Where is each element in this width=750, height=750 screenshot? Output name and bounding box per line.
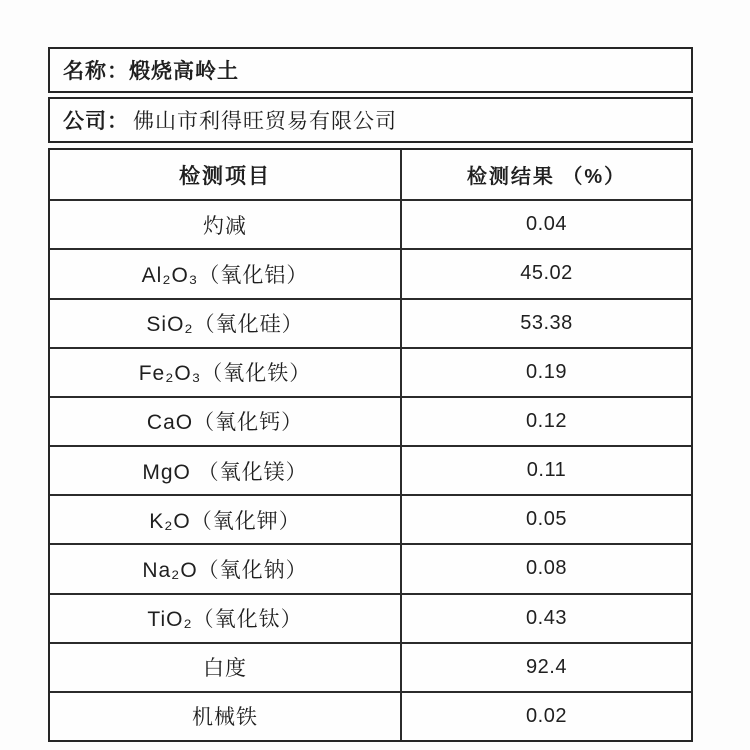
test-result-cell: 53.38 xyxy=(520,311,573,334)
header-test-result: 检测结果 （%） xyxy=(466,166,627,189)
table-row xyxy=(50,543,691,592)
company-row xyxy=(48,97,693,143)
test-result-cell: 0.11 xyxy=(526,459,567,482)
test-item-cell: CaO（氧化钙） xyxy=(50,398,402,445)
test-item-cell: Al₂O₃（氧化铝） xyxy=(50,250,402,297)
company-label: 公司： xyxy=(63,110,129,133)
test-item-cell: 机械铁 xyxy=(50,693,402,740)
test-item-cell: MgO （氧化镁） xyxy=(50,447,402,494)
test-result-cell: 0.12 xyxy=(526,409,567,432)
product-name-row xyxy=(48,47,693,93)
header-test-item: 检测项目 xyxy=(50,150,402,199)
test-result-cell: 0.19 xyxy=(526,360,567,383)
company-value: 佛山市利得旺贸易有限公司 xyxy=(133,110,397,133)
table-row xyxy=(50,642,691,691)
product-name-label: 名称： xyxy=(63,60,129,83)
test-item-cell: Fe₂O₃（氧化铁） xyxy=(50,349,402,396)
table-row xyxy=(50,593,691,642)
test-results-table xyxy=(48,148,693,742)
table-row xyxy=(50,691,691,740)
test-item-cell: Na₂O（氧化钠） xyxy=(50,545,402,592)
table-row xyxy=(50,445,691,494)
table-row xyxy=(50,248,691,297)
test-result-cell: 0.04 xyxy=(526,213,567,236)
test-item-cell: SiO₂（氧化硅） xyxy=(50,300,402,347)
test-item-cell: K₂O（氧化钾） xyxy=(50,496,402,543)
table-row xyxy=(50,494,691,543)
test-result-cell: 0.02 xyxy=(526,704,567,727)
test-result-cell: 0.05 xyxy=(526,508,567,531)
test-item-cell: TiO₂（氧化钛） xyxy=(50,595,402,642)
test-result-cell: 92.4 xyxy=(526,655,567,678)
table-row xyxy=(50,347,691,396)
test-result-cell: 45.02 xyxy=(520,262,573,285)
table-header-row xyxy=(50,150,691,199)
table-row xyxy=(50,298,691,347)
product-name-value: 煅烧高岭土 xyxy=(129,60,239,83)
table-row xyxy=(50,199,691,248)
test-result-cell: 0.43 xyxy=(526,606,567,629)
test-item-cell: 白度 xyxy=(50,644,402,691)
table-row xyxy=(50,396,691,445)
test-result-cell: 0.08 xyxy=(526,557,567,580)
test-item-cell: 灼减 xyxy=(50,201,402,248)
